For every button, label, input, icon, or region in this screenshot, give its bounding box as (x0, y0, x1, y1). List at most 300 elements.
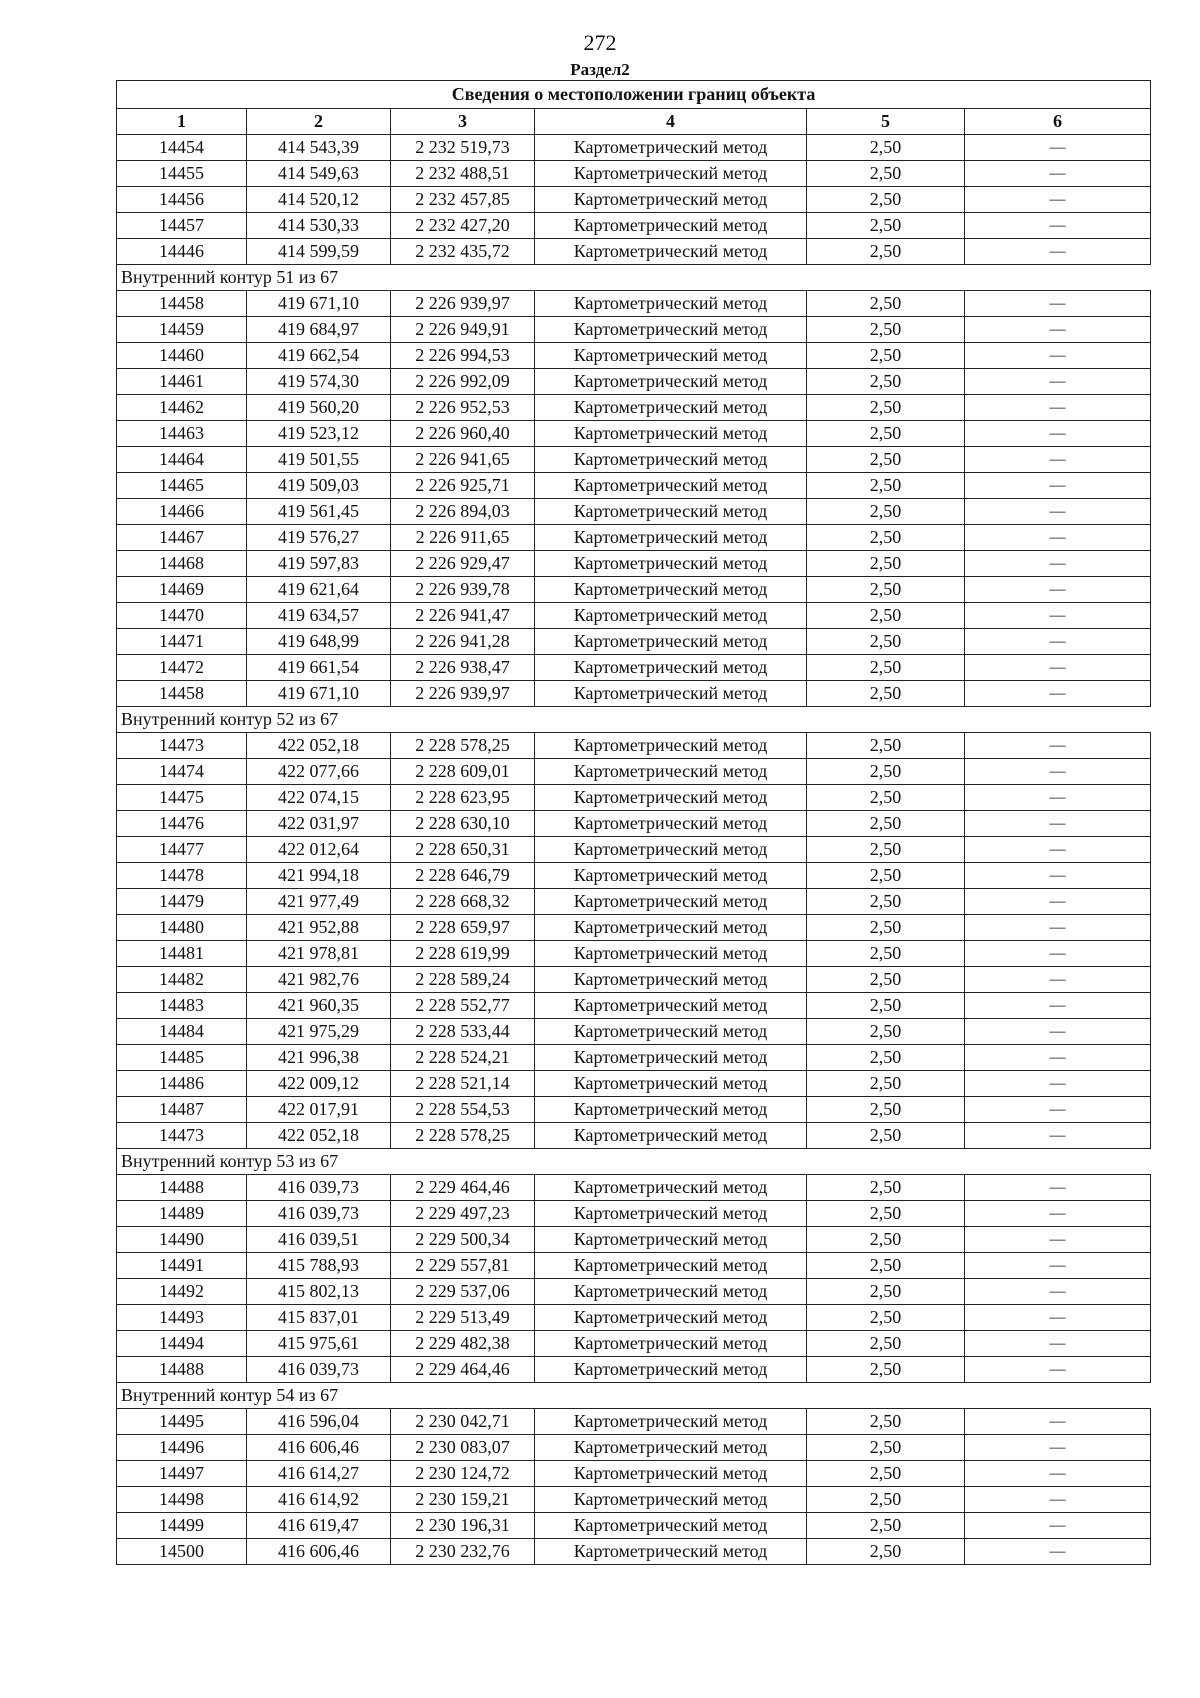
accuracy-cell: 2,50 (807, 1331, 965, 1357)
point-number-cell: 14477 (117, 837, 247, 863)
point-number-cell: 14446 (117, 239, 247, 265)
method-cell: Картометрический метод (535, 473, 807, 499)
x-coordinate-cell: 419 560,20 (247, 395, 391, 421)
x-coordinate-cell: 414 543,39 (247, 135, 391, 161)
point-number-cell: 14469 (117, 577, 247, 603)
method-cell: Картометрический метод (535, 213, 807, 239)
accuracy-cell: 2,50 (807, 1435, 965, 1461)
contour-header-row (117, 1149, 1151, 1175)
accuracy-cell: 2,50 (807, 1253, 965, 1279)
description-cell: — (965, 213, 1151, 239)
method-cell: Картометрический метод (535, 837, 807, 863)
method-cell: Картометрический метод (535, 1201, 807, 1227)
y-coordinate-cell: 2 228 578,25 (391, 1123, 535, 1149)
column-header-row (117, 109, 1151, 135)
x-coordinate-cell: 419 634,57 (247, 603, 391, 629)
x-coordinate-cell: 419 661,54 (247, 655, 391, 681)
method-cell: Картометрический метод (535, 1097, 807, 1123)
description-cell: — (965, 759, 1151, 785)
table-row (117, 759, 1151, 785)
point-number-cell: 14458 (117, 681, 247, 707)
y-coordinate-cell: 2 226 939,97 (391, 681, 535, 707)
x-coordinate-cell: 416 596,04 (247, 1409, 391, 1435)
x-coordinate-cell: 421 978,81 (247, 941, 391, 967)
y-coordinate-cell: 2 230 083,07 (391, 1435, 535, 1461)
y-coordinate-cell: 2 228 524,21 (391, 1045, 535, 1071)
accuracy-cell: 2,50 (807, 1513, 965, 1539)
method-cell: Картометрический метод (535, 1435, 807, 1461)
y-coordinate-cell: 2 226 992,09 (391, 369, 535, 395)
y-coordinate-cell: 2 226 952,53 (391, 395, 535, 421)
x-coordinate-cell: 422 017,91 (247, 1097, 391, 1123)
y-coordinate-cell: 2 226 929,47 (391, 551, 535, 577)
table-row (117, 655, 1151, 681)
contour-header-row (117, 265, 1151, 291)
description-cell: — (965, 629, 1151, 655)
y-coordinate-cell: 2 228 659,97 (391, 915, 535, 941)
table-row (117, 1253, 1151, 1279)
accuracy-cell: 2,50 (807, 603, 965, 629)
accuracy-cell: 2,50 (807, 1019, 965, 1045)
y-coordinate-cell: 2 228 552,77 (391, 993, 535, 1019)
description-cell: — (965, 1201, 1151, 1227)
accuracy-cell: 2,50 (807, 733, 965, 759)
table-row (117, 1513, 1151, 1539)
x-coordinate-cell: 419 671,10 (247, 291, 391, 317)
y-coordinate-cell: 2 226 939,97 (391, 291, 535, 317)
accuracy-cell: 2,50 (807, 785, 965, 811)
point-number-cell: 14492 (117, 1279, 247, 1305)
accuracy-cell: 2,50 (807, 1357, 965, 1383)
x-coordinate-cell: 419 523,12 (247, 421, 391, 447)
description-cell: — (965, 135, 1151, 161)
description-cell: — (965, 161, 1151, 187)
point-number-cell: 14460 (117, 343, 247, 369)
method-cell: Картометрический метод (535, 1305, 807, 1331)
table-body (117, 135, 1151, 1565)
table-row (117, 733, 1151, 759)
table-row (117, 967, 1151, 993)
method-cell: Картометрический метод (535, 551, 807, 577)
description-cell: — (965, 1097, 1151, 1123)
method-cell: Картометрический метод (535, 291, 807, 317)
x-coordinate-cell: 419 621,64 (247, 577, 391, 603)
table-row (117, 317, 1151, 343)
point-number-cell: 14470 (117, 603, 247, 629)
point-number-cell: 14462 (117, 395, 247, 421)
description-cell: — (965, 187, 1151, 213)
table-row (117, 1279, 1151, 1305)
x-coordinate-cell: 419 501,55 (247, 447, 391, 473)
description-cell: — (965, 447, 1151, 473)
x-coordinate-cell: 414 530,33 (247, 213, 391, 239)
y-coordinate-cell: 2 228 609,01 (391, 759, 535, 785)
y-coordinate-cell: 2 226 994,53 (391, 343, 535, 369)
point-number-cell: 14464 (117, 447, 247, 473)
table-row (117, 473, 1151, 499)
description-cell: — (965, 681, 1151, 707)
description-cell: — (965, 1279, 1151, 1305)
method-cell: Картометрический метод (535, 317, 807, 343)
description-cell: — (965, 1175, 1151, 1201)
point-number-cell: 14457 (117, 213, 247, 239)
point-number-cell: 14466 (117, 499, 247, 525)
point-number-cell: 14461 (117, 369, 247, 395)
x-coordinate-cell: 421 977,49 (247, 889, 391, 915)
description-cell: — (965, 1019, 1151, 1045)
accuracy-cell: 2,50 (807, 291, 965, 317)
point-number-cell: 14497 (117, 1461, 247, 1487)
y-coordinate-cell: 2 232 427,20 (391, 213, 535, 239)
table-row (117, 1123, 1151, 1149)
description-cell: — (965, 941, 1151, 967)
table-row (117, 1539, 1151, 1565)
x-coordinate-cell: 416 606,46 (247, 1435, 391, 1461)
accuracy-cell: 2,50 (807, 135, 965, 161)
x-coordinate-cell: 422 009,12 (247, 1071, 391, 1097)
description-cell: — (965, 317, 1151, 343)
method-cell: Картометрический метод (535, 941, 807, 967)
table-row (117, 681, 1151, 707)
method-cell: Картометрический метод (535, 187, 807, 213)
table-row (117, 1201, 1151, 1227)
table-row (117, 291, 1151, 317)
accuracy-cell: 2,50 (807, 811, 965, 837)
y-coordinate-cell: 2 228 650,31 (391, 837, 535, 863)
method-cell: Картометрический метод (535, 863, 807, 889)
x-coordinate-cell: 419 574,30 (247, 369, 391, 395)
y-coordinate-cell: 2 230 196,31 (391, 1513, 535, 1539)
accuracy-cell: 2,50 (807, 681, 965, 707)
y-coordinate-cell: 2 230 042,71 (391, 1409, 535, 1435)
accuracy-cell: 2,50 (807, 1071, 965, 1097)
accuracy-cell: 2,50 (807, 551, 965, 577)
accuracy-cell: 2,50 (807, 187, 965, 213)
table-row (117, 863, 1151, 889)
column-header-5: 5 (807, 109, 965, 135)
point-number-cell: 14480 (117, 915, 247, 941)
table-row (117, 187, 1151, 213)
method-cell: Картометрический метод (535, 1539, 807, 1565)
column-header-1: 1 (117, 109, 247, 135)
point-number-cell: 14494 (117, 1331, 247, 1357)
accuracy-cell: 2,50 (807, 1409, 965, 1435)
coordinates-table (116, 80, 1151, 1565)
table-row (117, 161, 1151, 187)
x-coordinate-cell: 416 039,73 (247, 1357, 391, 1383)
column-header-2: 2 (247, 109, 391, 135)
y-coordinate-cell: 2 230 159,21 (391, 1487, 535, 1513)
point-number-cell: 14487 (117, 1097, 247, 1123)
y-coordinate-cell: 2 229 557,81 (391, 1253, 535, 1279)
accuracy-cell: 2,50 (807, 213, 965, 239)
x-coordinate-cell: 419 662,54 (247, 343, 391, 369)
accuracy-cell: 2,50 (807, 1201, 965, 1227)
description-cell: — (965, 1461, 1151, 1487)
x-coordinate-cell: 419 597,83 (247, 551, 391, 577)
point-number-cell: 14481 (117, 941, 247, 967)
y-coordinate-cell: 2 228 521,14 (391, 1071, 535, 1097)
method-cell: Картометрический метод (535, 915, 807, 941)
x-coordinate-cell: 421 982,76 (247, 967, 391, 993)
table-row (117, 837, 1151, 863)
table-row (117, 1227, 1151, 1253)
point-number-cell: 14499 (117, 1513, 247, 1539)
x-coordinate-cell: 416 039,51 (247, 1227, 391, 1253)
accuracy-cell: 2,50 (807, 655, 965, 681)
method-cell: Картометрический метод (535, 681, 807, 707)
method-cell: Картометрический метод (535, 161, 807, 187)
x-coordinate-cell: 414 520,12 (247, 187, 391, 213)
accuracy-cell: 2,50 (807, 837, 965, 863)
x-coordinate-cell: 416 039,73 (247, 1175, 391, 1201)
point-number-cell: 14473 (117, 1123, 247, 1149)
x-coordinate-cell: 422 031,97 (247, 811, 391, 837)
description-cell: — (965, 395, 1151, 421)
description-cell: — (965, 1513, 1151, 1539)
method-cell: Картометрический метод (535, 655, 807, 681)
x-coordinate-cell: 419 648,99 (247, 629, 391, 655)
table-row (117, 1409, 1151, 1435)
table-row (117, 213, 1151, 239)
x-coordinate-cell: 422 077,66 (247, 759, 391, 785)
description-cell: — (965, 369, 1151, 395)
point-number-cell: 14490 (117, 1227, 247, 1253)
y-coordinate-cell: 2 232 457,85 (391, 187, 535, 213)
x-coordinate-cell: 415 975,61 (247, 1331, 391, 1357)
method-cell: Картометрический метод (535, 1071, 807, 1097)
x-coordinate-cell: 421 952,88 (247, 915, 391, 941)
y-coordinate-cell: 2 228 623,95 (391, 785, 535, 811)
method-cell: Картометрический метод (535, 759, 807, 785)
method-cell: Картометрический метод (535, 811, 807, 837)
point-number-cell: 14463 (117, 421, 247, 447)
accuracy-cell: 2,50 (807, 1045, 965, 1071)
method-cell: Картометрический метод (535, 785, 807, 811)
method-cell: Картометрический метод (535, 1175, 807, 1201)
point-number-cell: 14496 (117, 1435, 247, 1461)
point-number-cell: 14456 (117, 187, 247, 213)
point-number-cell: 14495 (117, 1409, 247, 1435)
table-row (117, 1487, 1151, 1513)
point-number-cell: 14459 (117, 317, 247, 343)
point-number-cell: 14498 (117, 1487, 247, 1513)
table-head (117, 81, 1151, 135)
method-cell: Картометрический метод (535, 421, 807, 447)
table-row (117, 915, 1151, 941)
y-coordinate-cell: 2 228 630,10 (391, 811, 535, 837)
description-cell: — (965, 1409, 1151, 1435)
accuracy-cell: 2,50 (807, 1227, 965, 1253)
point-number-cell: 14484 (117, 1019, 247, 1045)
column-header-4: 4 (535, 109, 807, 135)
x-coordinate-cell: 415 802,13 (247, 1279, 391, 1305)
description-cell: — (965, 733, 1151, 759)
accuracy-cell: 2,50 (807, 1305, 965, 1331)
point-number-cell: 14489 (117, 1201, 247, 1227)
column-header-3: 3 (391, 109, 535, 135)
description-cell: — (965, 1487, 1151, 1513)
column-header-6: 6 (965, 109, 1151, 135)
accuracy-cell: 2,50 (807, 395, 965, 421)
accuracy-cell: 2,50 (807, 1461, 965, 1487)
y-coordinate-cell: 2 228 554,53 (391, 1097, 535, 1123)
y-coordinate-cell: 2 232 519,73 (391, 135, 535, 161)
table-row (117, 1071, 1151, 1097)
point-number-cell: 14468 (117, 551, 247, 577)
page-number: 272 (583, 30, 617, 55)
method-cell: Картометрический метод (535, 1253, 807, 1279)
x-coordinate-cell: 419 576,27 (247, 525, 391, 551)
x-coordinate-cell: 416 614,92 (247, 1487, 391, 1513)
method-cell: Картометрический метод (535, 1513, 807, 1539)
x-coordinate-cell: 421 996,38 (247, 1045, 391, 1071)
point-number-cell: 14474 (117, 759, 247, 785)
y-coordinate-cell: 2 228 589,24 (391, 967, 535, 993)
table-caption: Сведения о местоположении границ объекта (117, 81, 1151, 109)
method-cell: Картометрический метод (535, 135, 807, 161)
point-number-cell: 14454 (117, 135, 247, 161)
x-coordinate-cell: 422 074,15 (247, 785, 391, 811)
description-cell: — (965, 967, 1151, 993)
description-cell: — (965, 1045, 1151, 1071)
method-cell: Картометрический метод (535, 1279, 807, 1305)
x-coordinate-cell: 416 614,27 (247, 1461, 391, 1487)
method-cell: Картометрический метод (535, 447, 807, 473)
description-cell: — (965, 291, 1151, 317)
table-row (117, 1435, 1151, 1461)
method-cell: Картометрический метод (535, 577, 807, 603)
description-cell: — (965, 239, 1151, 265)
y-coordinate-cell: 2 229 497,23 (391, 1201, 535, 1227)
description-cell: — (965, 525, 1151, 551)
table-row (117, 1331, 1151, 1357)
y-coordinate-cell: 2 229 464,46 (391, 1175, 535, 1201)
method-cell: Картометрический метод (535, 629, 807, 655)
description-cell: — (965, 1123, 1151, 1149)
method-cell: Картометрический метод (535, 343, 807, 369)
point-number-cell: 14476 (117, 811, 247, 837)
x-coordinate-cell: 419 509,03 (247, 473, 391, 499)
table-row (117, 551, 1151, 577)
method-cell: Картометрический метод (535, 395, 807, 421)
description-cell: — (965, 837, 1151, 863)
x-coordinate-cell: 414 599,59 (247, 239, 391, 265)
table-row (117, 785, 1151, 811)
y-coordinate-cell: 2 229 482,38 (391, 1331, 535, 1357)
method-cell: Картометрический метод (535, 1409, 807, 1435)
x-coordinate-cell: 421 994,18 (247, 863, 391, 889)
table-row (117, 811, 1151, 837)
y-coordinate-cell: 2 228 533,44 (391, 1019, 535, 1045)
x-coordinate-cell: 416 619,47 (247, 1513, 391, 1539)
y-coordinate-cell: 2 229 537,06 (391, 1279, 535, 1305)
point-number-cell: 14482 (117, 967, 247, 993)
method-cell: Картометрический метод (535, 369, 807, 395)
x-coordinate-cell: 416 606,46 (247, 1539, 391, 1565)
y-coordinate-cell: 2 226 949,91 (391, 317, 535, 343)
accuracy-cell: 2,50 (807, 317, 965, 343)
x-coordinate-cell: 422 052,18 (247, 1123, 391, 1149)
method-cell: Картометрический метод (535, 239, 807, 265)
point-number-cell: 14485 (117, 1045, 247, 1071)
description-cell: — (965, 915, 1151, 941)
method-cell: Картометрический метод (535, 1045, 807, 1071)
x-coordinate-cell: 414 549,63 (247, 161, 391, 187)
description-cell: — (965, 1071, 1151, 1097)
description-cell: — (965, 1253, 1151, 1279)
accuracy-cell: 2,50 (807, 1175, 965, 1201)
accuracy-cell: 2,50 (807, 161, 965, 187)
point-number-cell: 14472 (117, 655, 247, 681)
method-cell: Картометрический метод (535, 889, 807, 915)
description-cell: — (965, 343, 1151, 369)
y-coordinate-cell: 2 226 894,03 (391, 499, 535, 525)
accuracy-cell: 2,50 (807, 1487, 965, 1513)
table-row (117, 343, 1151, 369)
x-coordinate-cell: 416 039,73 (247, 1201, 391, 1227)
accuracy-cell: 2,50 (807, 1279, 965, 1305)
method-cell: Картометрический метод (535, 603, 807, 629)
description-cell: — (965, 603, 1151, 629)
contour-label: Внутренний контур 53 из 67 (117, 1149, 1151, 1175)
description-cell: — (965, 1331, 1151, 1357)
method-cell: Картометрический метод (535, 733, 807, 759)
table-row (117, 499, 1151, 525)
x-coordinate-cell: 421 975,29 (247, 1019, 391, 1045)
accuracy-cell: 2,50 (807, 369, 965, 395)
point-number-cell: 14491 (117, 1253, 247, 1279)
y-coordinate-cell: 2 226 925,71 (391, 473, 535, 499)
table-row (117, 603, 1151, 629)
method-cell: Картометрический метод (535, 967, 807, 993)
point-number-cell: 14455 (117, 161, 247, 187)
point-number-cell: 14488 (117, 1357, 247, 1383)
accuracy-cell: 2,50 (807, 629, 965, 655)
x-coordinate-cell: 422 052,18 (247, 733, 391, 759)
y-coordinate-cell: 2 226 911,65 (391, 525, 535, 551)
accuracy-cell: 2,50 (807, 343, 965, 369)
table-row (117, 889, 1151, 915)
point-number-cell: 14458 (117, 291, 247, 317)
point-number-cell: 14471 (117, 629, 247, 655)
accuracy-cell: 2,50 (807, 967, 965, 993)
table-row (117, 421, 1151, 447)
table-row (117, 1357, 1151, 1383)
y-coordinate-cell: 2 228 646,79 (391, 863, 535, 889)
description-cell: — (965, 1357, 1151, 1383)
point-number-cell: 14467 (117, 525, 247, 551)
contour-label: Внутренний контур 51 из 67 (117, 265, 1151, 291)
x-coordinate-cell: 419 561,45 (247, 499, 391, 525)
x-coordinate-cell: 421 960,35 (247, 993, 391, 1019)
y-coordinate-cell: 2 226 939,78 (391, 577, 535, 603)
accuracy-cell: 2,50 (807, 577, 965, 603)
y-coordinate-cell: 2 229 464,46 (391, 1357, 535, 1383)
y-coordinate-cell: 2 229 513,49 (391, 1305, 535, 1331)
description-cell: — (965, 811, 1151, 837)
accuracy-cell: 2,50 (807, 1123, 965, 1149)
description-cell: — (965, 421, 1151, 447)
point-number-cell: 14493 (117, 1305, 247, 1331)
table-row (117, 993, 1151, 1019)
accuracy-cell: 2,50 (807, 993, 965, 1019)
table-row (117, 395, 1151, 421)
y-coordinate-cell: 2 228 668,32 (391, 889, 535, 915)
method-cell: Картометрический метод (535, 1019, 807, 1045)
table-row (117, 1305, 1151, 1331)
method-cell: Картометрический метод (535, 1461, 807, 1487)
